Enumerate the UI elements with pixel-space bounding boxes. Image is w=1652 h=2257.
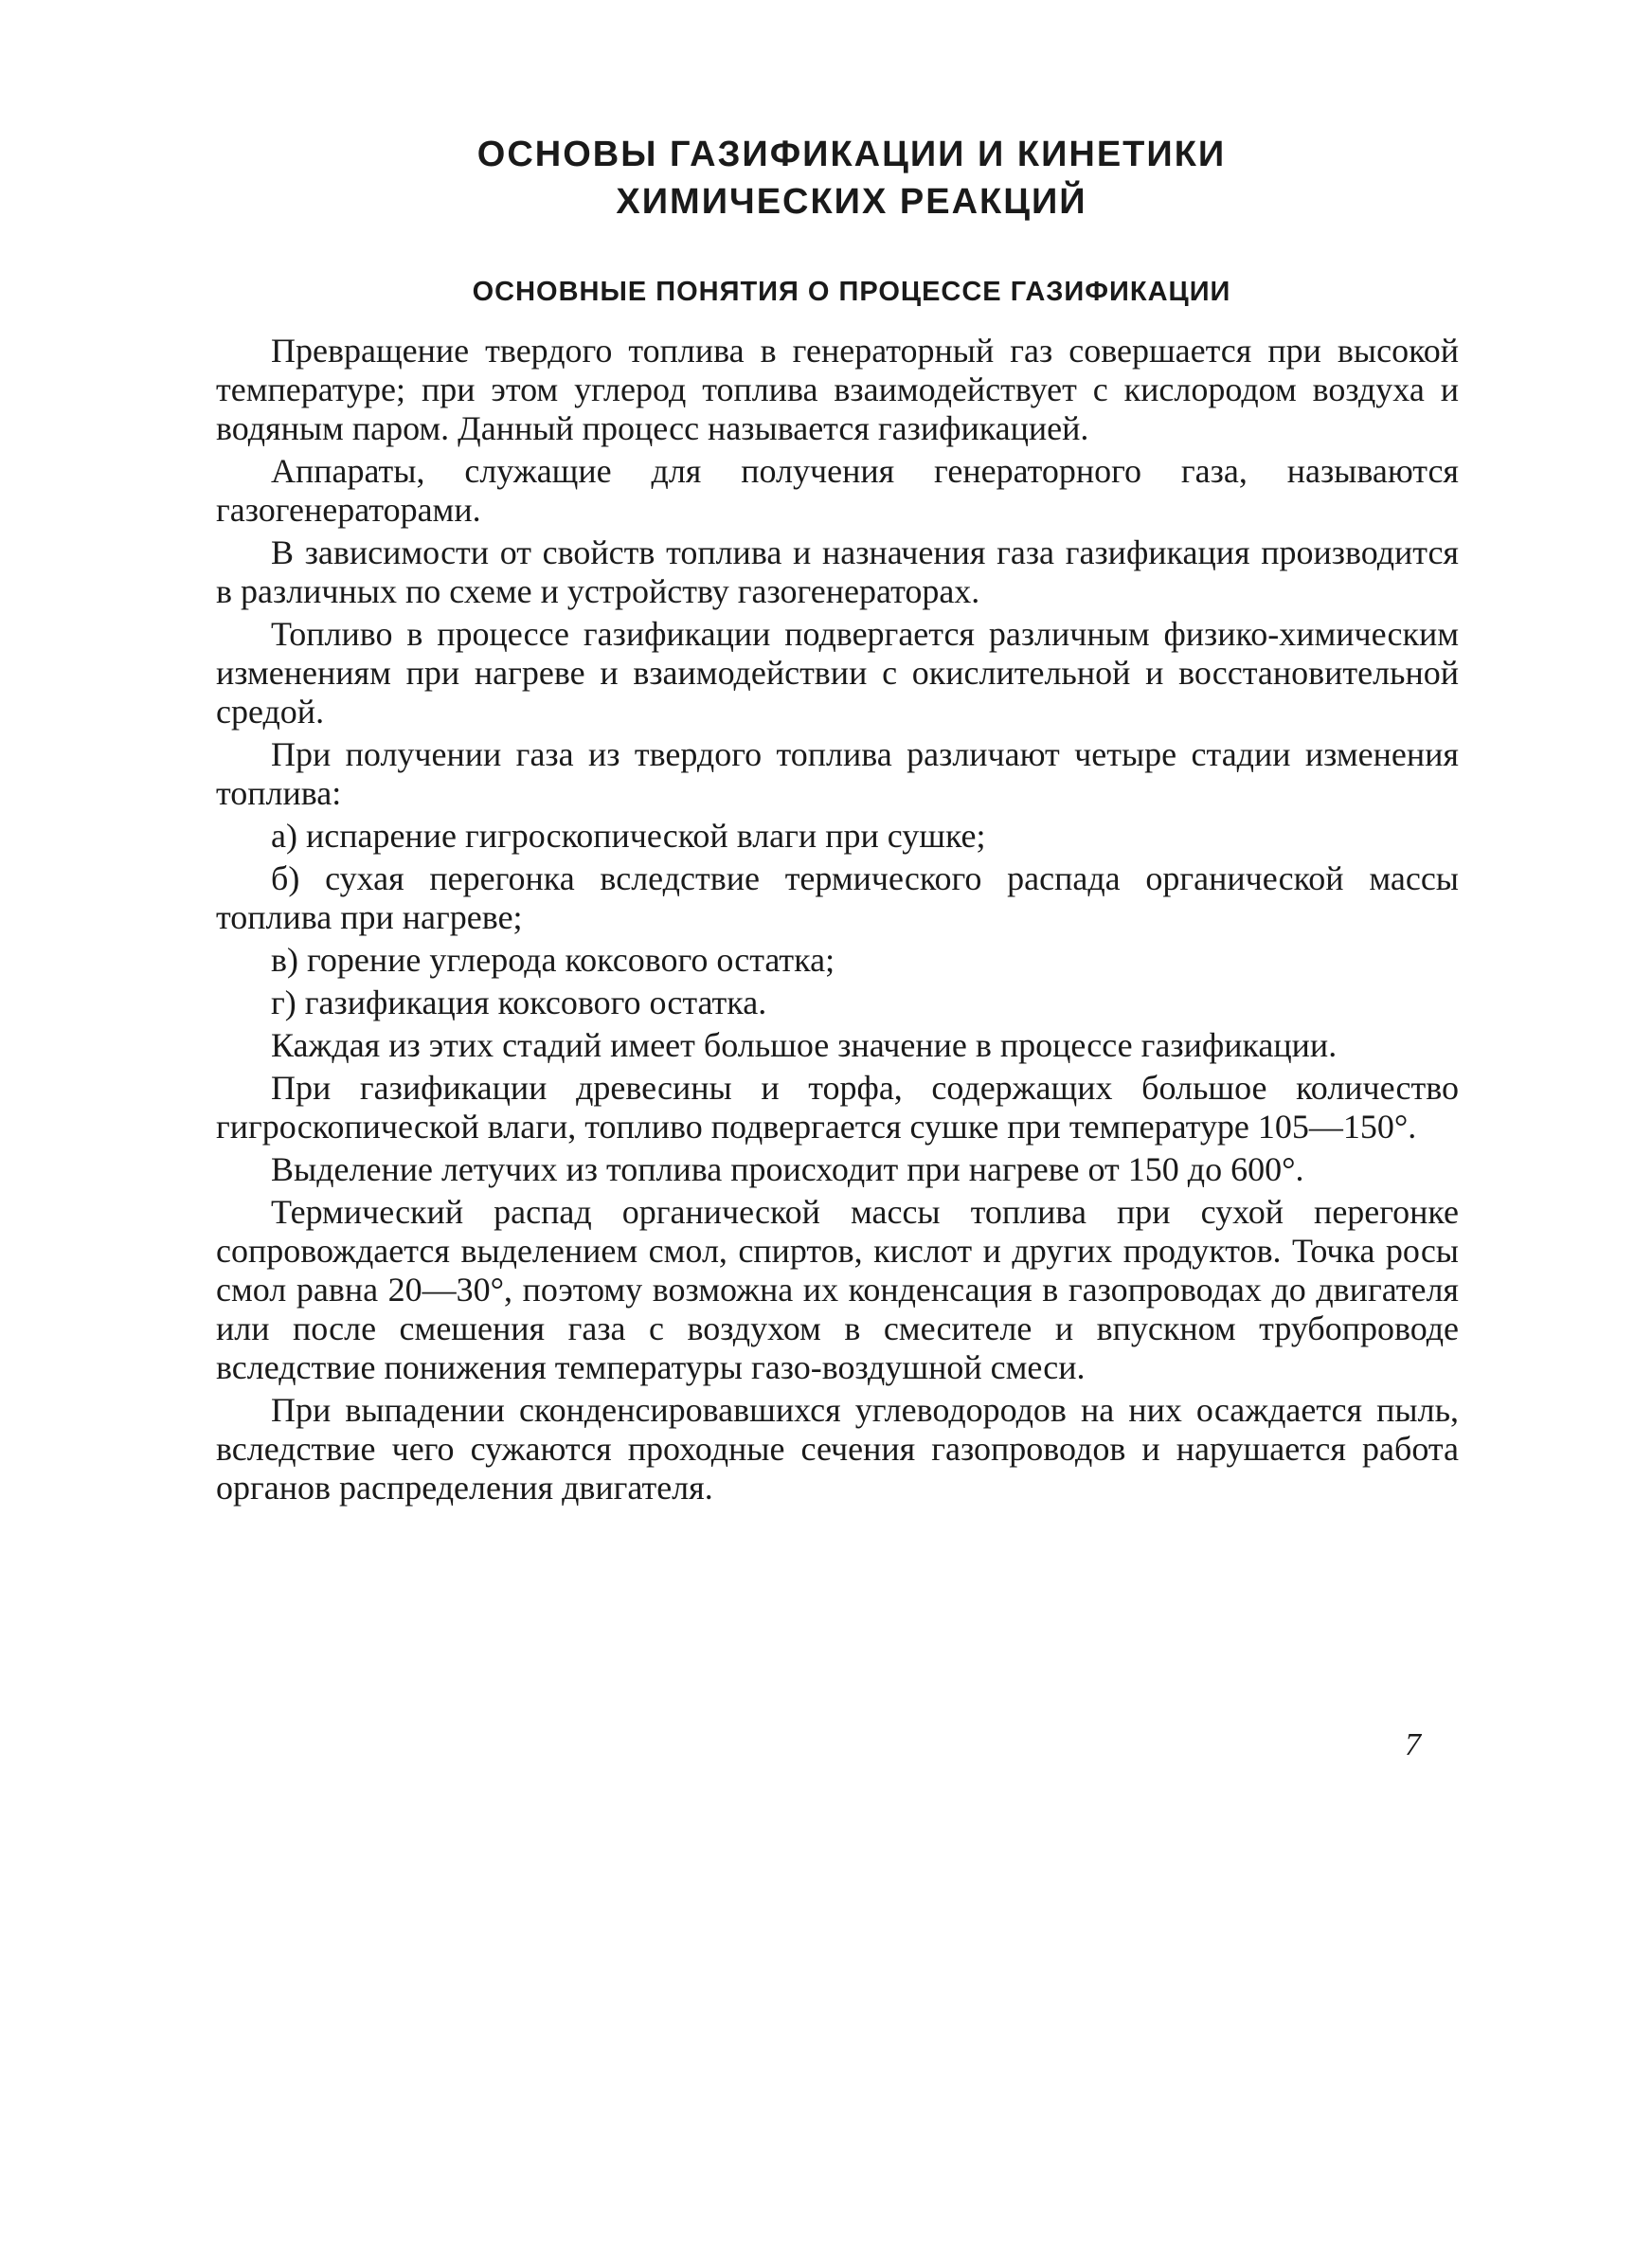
chapter-title [216, 131, 1459, 226]
list-item: а) испарение гигроскопической влаги при сушке; [271, 817, 986, 855]
paragraph: Аппараты, служащие для получения генераторного газа, называются газогенераторами. [216, 452, 1459, 529]
body-text [216, 332, 1459, 1508]
list-item: г) газификация коксового остатка. [271, 984, 767, 1021]
paragraph: Каждая из этих стадий имеет большое значение в процессе газификации. [271, 1026, 1338, 1064]
list-item: в) горение углерода коксового остатка; [271, 941, 835, 979]
section-title: ОСНОВНЫЕ ПОНЯТИЯ О ПРОЦЕССЕ ГАЗИФИКАЦИИ [472, 277, 1231, 307]
paragraph: Топливо в процессе газификации подвергается различным физико-химическим изменениям при нагреве и взаимодействии с окислительной и восстановительной средой. [216, 615, 1459, 731]
paragraph: При газификации древесины и торфа, содержащих большое количество гигроскопической влаги, топливо подвергается сушке при температуре 105—150°. [216, 1069, 1459, 1146]
paragraph: В зависимости от свойств топлива и назначения газа газификация производится в различных по схеме и устройству газогенераторах. [216, 533, 1459, 610]
paragraph: Превращение твердого топлива в генераторный газ совершается при высокой температуре; при этом углерод топлива взаимодействует с кислородом воздуха и водяным паром. Данный процесс называется газификацией. [216, 332, 1459, 447]
chapter-title-line-2: ХИМИЧЕСКИХ РЕАКЦИЙ [616, 182, 1087, 222]
chapter-title-line-1: ОСНОВЫ ГАЗИФИКАЦИИ И КИНЕТИКИ [476, 135, 1227, 174]
paragraph: При выпадении сконденсировавшихся углеводородов на них осаждается пыль, вследствие чего сужаются проходные сечения газопроводов и нарушается работа органов распределения двигателя. [216, 1391, 1459, 1507]
paragraph: Выделение летучих из топлива происходит при нагреве от 150 до 600°. [271, 1150, 1304, 1188]
paragraph: Термический распад органической массы топлива при сухой перегонке сопровождается выделением смол, спиртов, кислот и других продуктов. Точка росы смол равна 20—30°, поэтому возможна их конденсация в газопроводах до двигателя или после смешения газа с воздухом в смесителе и впускном трубопроводе вследствие понижения температуры газо-воздушной смеси. [216, 1193, 1459, 1386]
page-number: 7 [1405, 1727, 1421, 1762]
list-item: б) сухая перегонка вследствие термического распада органической массы топлива при нагреве; [216, 859, 1459, 936]
document-page [216, 131, 1459, 2140]
paragraph: При получении газа из твердого топлива различают четыре стадии изменения топлива: [216, 735, 1459, 812]
